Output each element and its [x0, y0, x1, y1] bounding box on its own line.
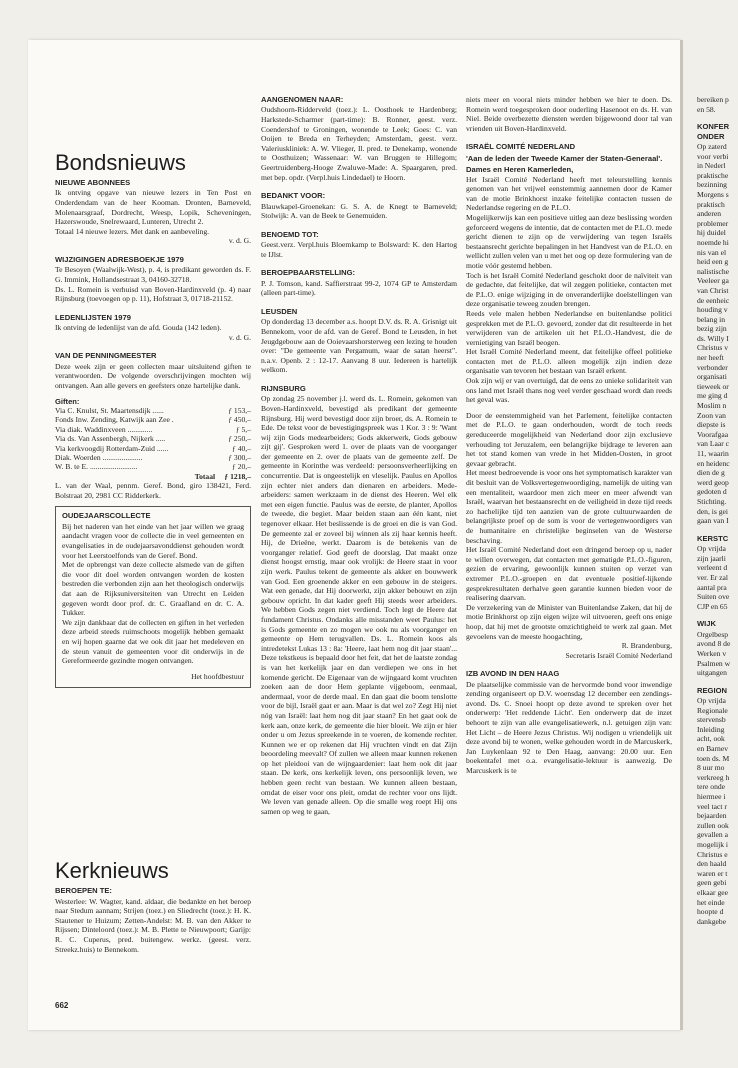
- box-signature: Het hoofdbestuur: [191, 671, 244, 681]
- clipped-line: gaan van I: [697, 516, 729, 526]
- clipped-line: en Barnev: [697, 744, 728, 754]
- clipped-line: Christus v: [697, 343, 729, 353]
- clipped-line: avond 8 de: [697, 639, 731, 649]
- bedankt-text: Blauwkapel-Groenekan: G. S. A. de Knegt te Barneveld; Stolwijk: A. van de Beek te Genemuiden.: [261, 201, 457, 221]
- leden-signature: v. d. G.: [228, 332, 251, 342]
- clipped-line: CJP en 65: [697, 601, 728, 611]
- clipped-line: Voorafgaa: [697, 429, 729, 439]
- leusden-text: Op donderdag 13 december a.s. hoopt D.V. ds. R. A. Grisnigt uit Bennekom, voor de afd. van de Geref. Bond te Leusden, in het Jeugdgebouw aan de Ooievaarshorsterweg een lezing te houden over: "De gemeente van Pergamum, waar de satan heerst". n.a.v. Openb. 2 : 12-17. Aanvang 8 uur. Iedereen is hartelijk welkom.: [261, 317, 458, 375]
- clipped-line: van Christ: [697, 285, 729, 295]
- clipped-line: Zoon van: [697, 410, 726, 420]
- bondsnieuws-title: Bondsnieuws: [55, 150, 186, 175]
- clipped-line: verkreeg h: [697, 772, 730, 782]
- penning-signature: L. van der Waal, pennm. Geref. Bond, giro 138421, Ferd. Bolstraat 20, 2981 CC Ridderkerk.: [55, 481, 251, 500]
- leusden-heading: LEUSDEN: [261, 306, 298, 316]
- clipped-line: Op zaterd: [697, 142, 727, 151]
- giften-table: [55, 406, 251, 481]
- clipped-line: bezinning: [697, 180, 727, 190]
- clipped-line: Morgens s: [697, 189, 729, 199]
- clipped-line: verbonder: [697, 362, 728, 372]
- israel-paragraph: Het Israël Comité Nederland doet een dringend beroep op u, nader te willen overwegen, dat contacten met gematigde P.L.O.-figuren, gezien de ervaring, gewoonlijk kunnen stuiten op verzet van extremer P.L.O.-groepen en dat eventuele positief-lijkende gesprekresultaten derhalve geen garantie kunnen bieden voor de realisering daarvan.: [466, 545, 672, 603]
- clipped-line: werd geop: [697, 477, 729, 487]
- clipped-line: gevallen a: [697, 830, 728, 840]
- leden-text: Ik ontving de ledenlijst van de afd. Gouda (142 leden).: [55, 323, 222, 333]
- clipped-line: waren er t: [697, 868, 728, 878]
- column-3: [466, 95, 672, 1010]
- gift-row: [55, 444, 251, 453]
- kerst-lines: [697, 544, 738, 611]
- clipped-line: acht, ook: [697, 734, 725, 744]
- israel-paragraph: Reeds vele malen hebben Nederlandse en buitenlandse politici gesprekken met de P.L.O. gevoerd, zonder dat dit resulteerde in het verwijderen van de artikelen uit het P.L.O.-Handvest, die de vernietiging van Israël beogen.: [466, 308, 672, 347]
- gift-total-label: Totaal: [194, 471, 216, 481]
- israel-heading: ISRAËL COMITÉ NEDERLAND: [466, 142, 576, 152]
- clipped-line: Orgelbesp: [697, 629, 729, 639]
- gift-amount: ƒ 300,–: [228, 452, 251, 462]
- israel-paragraph: Het meest bedroevende is voor ons het symptomatisch karakter van dit besluit van de Volksvertegenwoordiging, namelijk de uiting van een mentaliteit, waardoor men zich meer en meer afwendt van Israël, waarvan het bestaansrecht en de veiligheid in deze tijd reeds zo hachelijke tijd ten aanzien van de grote cultuurwaarden de belangrijkste proef op de som is voor de vertegenwoordigers van de humanitaire en christelijke beginselen van de Westerse beschaving.: [466, 468, 672, 545]
- israel-subheading-2: Dames en Heren Kamerleden,: [466, 165, 574, 175]
- clipped-line: veel tact r: [697, 801, 727, 811]
- regio-heading: REGION: [697, 685, 727, 695]
- clipped-line: elkaar gee: [697, 887, 728, 897]
- clipped-line: en 58.: [697, 104, 716, 114]
- israel-signature-name: R. Brandenburg,: [621, 641, 672, 651]
- clipped-line: heid een g: [697, 257, 729, 267]
- clipped-line: ds. Willy I: [697, 333, 729, 343]
- clipped-line: hoopte d: [697, 907, 724, 917]
- konfer-lines: [697, 142, 738, 526]
- clipped-line: praktisch: [697, 199, 725, 209]
- clipped-line: gedoten d: [697, 487, 727, 497]
- gift-amount: ƒ 40,–: [232, 443, 251, 453]
- aangenomen-heading: AANGENOMEN NAAR:: [261, 95, 344, 104]
- gift-amount: ƒ 20,–: [232, 462, 251, 472]
- clipped-line: aantal pra: [697, 582, 727, 592]
- clipped-line: zullen ook: [697, 820, 729, 830]
- clipped-line: Christus e: [697, 849, 728, 859]
- clipped-line: de eenheic: [697, 295, 730, 305]
- clipped-line: me ging d: [697, 391, 728, 401]
- clipped-line: toen ds. M: [697, 753, 730, 763]
- column-4-clipped: [697, 95, 738, 926]
- clipped-line: Stichting.: [697, 496, 727, 506]
- clipped-line: voor verbi: [697, 151, 729, 161]
- clipped-line: stervensb: [697, 715, 726, 725]
- israel-paragraph: Het Israël Comité Nederland heeft met teleurstelling kennis genomen van het vrijwel eenstemmig aannemen door de Kamer van de motie Brinkhorst inzake feitelijke contacten tussen de Nederlandse regering en de P.L.O.: [466, 174, 672, 213]
- abonnees-signature: v. d. G.: [228, 236, 251, 246]
- clipped-line: geen gebi: [697, 878, 727, 888]
- konfer-heading-line: KONFER: [697, 122, 730, 132]
- clipped-line: Werken v: [697, 648, 727, 658]
- oudejaarscollecte-box: [55, 506, 251, 688]
- gift-row: [55, 425, 251, 434]
- clipped-line: Inleiding: [697, 724, 725, 734]
- israel-paragraph: Het Israël Comité Nederland meent, dat feitelijke offeel politieke contacten met de P.L.O. alleen mogelijk zijn indien deze organisatie van tevoren het bestaan van Israël erkent.: [466, 347, 672, 376]
- beroepen-heading: BEROEPEN TE:: [55, 886, 112, 896]
- gift-label: Via C. Knulst, St. Maartensdijk ......: [55, 405, 164, 415]
- box-paragraph-1: Bij het naderen van het einde van het jaar willen we graag aandacht vragen voor de collecte die in veel gemeenten en evangelisaties in de oudejaarsavonddienst gehouden wordt voor het Leerstoelfonds van de Geref. Bond.: [62, 521, 244, 560]
- column-1: [55, 150, 251, 954]
- clipped-line: Op vrijda: [697, 544, 726, 554]
- clipped-line: houding v: [697, 305, 728, 315]
- konfer-heading-line: ONDER: [697, 131, 725, 141]
- clipped-line: belang in: [697, 314, 726, 324]
- beroepen-text: Westerlee: W. Wagter, kand. aldaar, die bedankte en het beroep naar Stedum aannam; Strijen (toez.) en Sliedrecht (toez.): H. K. Stautener te Huizum; Zetten-Andelst: M. B. van den Akker te Rijssen; Dinteloord (toez.): M. B. Plette te Nieuwpoort; Garijp: R. C. Cuperus, pred. buitengew. werkz. (geest. verz. Streekz.huis) te Bennekom.: [55, 896, 251, 954]
- adres-heading: WIJZIGINGEN ADRESBOEKJE 1979: [55, 254, 184, 264]
- gift-total-amount: ƒ 1218,–: [224, 471, 251, 481]
- aangenomen-text: Oudshoorn-Ridderveld (toez.): L. Oosthoek te Hardenberg; Harkstede-Scharmer (part-time): B. Ronner, geest. verz. Coendershof te Groningen, wonende te Leek; Goes: C. van Ooijen te Breda en Terheyden; Amsterdam, geest. verz. Valeriuskliniek: A. W. Vlieger, Il. pred. te Denekamp, wonende te Oosthuizen; Wassenaar: W. van Bruggen te Hillegom; Geertruidenberg-Hooge Zwaluwe-Made: A. Spaargaren, pred. met bep. opdr. (Verpl.huis Lindedael) te Hoorn.: [261, 105, 457, 182]
- leden-heading: LEDENLIJSTEN 1979: [55, 312, 131, 322]
- clipped-line: ver. Er zal: [697, 572, 728, 582]
- israel-paragraph: Ook zijn wij er van overtuigd, dat de eens zo unieke solidariteit van ons land met Israël thans nog veel verder geschaad wordt dan reeds het geval was.: [466, 376, 672, 405]
- gift-label: Via ds. Van Assenbergh, Nijkerk .....: [55, 434, 166, 444]
- beroepbaarstelling-heading: BEROEPBAARSTELLING:: [261, 268, 356, 278]
- benoemd-text: Geest.verz. Verpl.huis Bloemkamp te Bolsward: K. den Hartog te IJlst.: [261, 240, 457, 259]
- clipped-line: problemer: [697, 218, 729, 228]
- clipped-line: uitgangen: [697, 668, 727, 678]
- clipped-line: anderen: [697, 209, 722, 219]
- clipped-line: noemde hi: [697, 237, 729, 247]
- israel-paragraph: De verzekering van de Minister van Buitenlandse Zaken, dat hij de motie Brinkhorst op zijn eigen wijze wil uitvoeren, geeft ons enige hoop, dat hij met de grootste omzichtigheid te werk zal gaan. Met gevoelens van de meeste hoogachting,: [466, 602, 672, 641]
- konfer-heading: [697, 122, 738, 141]
- kerst-heading: KERSTC: [697, 533, 729, 543]
- clipped-line: tere onde: [697, 782, 726, 792]
- regio-lines: [697, 696, 738, 926]
- clipped-line: hiermee i: [697, 792, 726, 802]
- clipped-line: in Nederl: [697, 161, 726, 171]
- clipped-line: praktische: [697, 170, 729, 180]
- clipped-line: hij duidel: [697, 228, 726, 238]
- beroepbaarstelling-text: P. J. Tomson, kand. Saffierstraat 99-2, 1074 GP te Amsterdam (alleen part-time).: [261, 278, 457, 298]
- clipped-line: zijn jaarli: [697, 553, 726, 563]
- clipped-line: nalistische: [697, 266, 730, 276]
- clipped-line: verleent d: [697, 563, 728, 573]
- gift-amount: ƒ 153,–: [228, 405, 251, 415]
- rijnsburg-continued: niets meer en vooral niets minder hebben we hier te doen. Ds. Romein werd toegesproken door ouderling Hasenoot en ds. H. van Niel. Beide overbezette diensten werden bijgewoond door tal van vrienden uit Boven-Hardinxveld.: [466, 95, 672, 133]
- clipped-line: Regionale: [697, 705, 728, 715]
- gift-amount: ƒ 5,–: [235, 424, 251, 434]
- gift-row: [55, 453, 251, 462]
- izb-text: De plaatselijke commissie van de hervormde bond voor inwendige zending organiseert op D.V. woensdag 12 december een zendings-avond. Ds. C. Snoei hoopt op deze avond te spreken over het onderwerp: 'Het reddende Licht'. Een onderwerp dat de inzet behoort te zijn van alle evangelisatiewerk, n.l. getuigen zijn van: Het Licht – de Heere Jezus Christus. Wij nodigen u vriendelijk uit deze avond bij te wonen, welke gehouden wordt in de Marcuskerk, Jan Luykenlaan 92 te Den Haag, aanvang: 20.00 uur. Een boekentafel met o.a. evangelisatie-lektuur is aanwezig. De Marcuskerk is te: [466, 679, 672, 776]
- clipped-line: Psalmen w: [697, 658, 731, 668]
- gift-label: Via kerkvoogdij Rotterdam-Zuid ......: [55, 443, 169, 453]
- gift-amount: ƒ 450,–: [228, 415, 251, 425]
- wijk-heading: WIJK: [697, 619, 716, 629]
- abonnees-total: Totaal 14 nieuwe lezers. Met dank en aanbeveling.: [55, 226, 210, 236]
- gift-row: [55, 415, 251, 424]
- clipped-line: nis van el: [697, 247, 727, 257]
- clipped-line: mogelijk i: [697, 840, 729, 849]
- clipped-line: Veeleer ga: [697, 276, 729, 286]
- gift-label: W. B. te E. .........................: [55, 462, 138, 472]
- clipped-line: bejaarden: [697, 811, 727, 821]
- clipped-line: 11, waarin: [697, 449, 729, 458]
- gift-label: Diak. Woerden .....................: [55, 452, 143, 462]
- clipped-line: den, is gei: [697, 506, 729, 516]
- gift-row: [55, 434, 251, 443]
- clipped-line: het einde: [697, 897, 725, 907]
- page-number: 662: [55, 1001, 69, 1010]
- clipped-line: 8 uur mo: [697, 763, 725, 773]
- izb-heading: IZB AVOND IN DEN HAAG: [466, 669, 560, 679]
- page-gutter: [680, 40, 683, 1030]
- gift-total-row: [55, 472, 251, 481]
- israel-paragraph: Toch is het Israël Comité Nederland geschokt door de naïviteit van de gedachte, dat feitelijke, dat wil zeggen politieke, contacten met de P.L.O. enige wijziging in de onveranderlijke doelstellingen van deze organisatie teweeg zouden brengen.: [466, 270, 672, 309]
- clipped-line: en heidenc: [697, 458, 730, 468]
- clipped-line: dien de g: [697, 468, 725, 478]
- clipped-line: bezig zijn: [697, 324, 727, 334]
- rijnsburg-text: Op zondag 25 november j.l. werd ds. L. Romein, gekomen van Boven-Hardinxveld, bevestigd als predikant der gemeente Rijnsburg. Hij werd bevestigd door zijn broer, ds. A. Romein te Ede. De tekst voor de bevestigingspreek was 1 Kor. 3 : 9: 'Want wij zijn Gods medearbeiders; Gods akkerwerk, Gods gebouw zijt gij'. Gesproken werd 1. over de plaats van de voorganger der gemeente en 2. over de plaats van de gemeente zelf. De gemeente in Korinthe was verdeeld: persoonsverheerlijking en concurrentie. Dat is ongeestelijk en vleselijk. Paulus en Apollos zijn echter niet anders dan dienaren en arbeiders. Mede-arbeiders: samen werkzaam in de dienst des Heeren. Wel elk met een eigen functie. Paulus was de eerste, de planter, Apollos de tweede, die begiet. Maar beiden staan aan één kant, niet tegenover elkaar. Het beslissende is de groei en die is van God. De gemeente zal er zoveel bij winnen als zij haar kennis heeft. Hij, de Drieëne, werkt. Daarom is de betekenis van de voorganger relatief. God geeft de doorslag. Dat maakt onze dienst hoogst ernstig, maar ook vrolijk: de Heere staat in voor zijn werk. Paulus tekent de gemeente als akker en bouwwerk van God. Een groenende akker en een gebouw in de steigers. Wat een genade, dat Hij doorwerkt, zijn akker bebouwt en zijn gebouw opricht. In dat kader geeft Hij steeds weer arbeiders. We hebben Gods zegen niet verdiend. Toch legt de Heere dat fundament Christus. Ondanks alle misstanden weet Paulus: het is Gods gemeente en zo mogen we ook nu als voorganger en gemeente op Hem terugvallen. Ds. L. Romein koos als intredetekst Lukas 13 : 8a: 'Heere, laat hem nog dit jaar staan'... Deze tekstkeus is bepaald door het feit, dat het de laatste zondag is van het kerkelijk jaar en dan verdiepen we ons in het komende gericht. De Eigenaar van de wijngaard komt vruchten zoeken aan de door Hem geplante vijgeboom, eenmaal, andermaal, voor de derde maal. En dan gaat die boom tenslotte voor de bijl, Israël gaat er aan. Maar is dat wel zo? Zegt Hij niet nóg van Israël: laat hem nog dit jaar staan? En het gaat ook de kerk aan, onze kerk, de gemeente die hier bloeit. We zijn er hier onder u om Jezus spreekende in te voeren, de komende rechter. Kunnen we er op rekenen dat Hij vruchten vindt en dat Zijn beoordeling meevalt? Of zullen we alleen maar kunnen rekenen op het pleidooi van de wijngaardenier: laat hem ook dit jaar staan. De kerk, ons kerkelijk leven, ons persoonlijk leven, we hebben geen recht van bestaan. We kunnen alleen bestaan, omdat de eiser voor ons pleit, omdat de rechter voor ons lijdt. We leven van genade alleen. Op die smalle weg roept Hij ons samen op weg te gaan,: [261, 394, 457, 816]
- clipped-line: diepste is: [697, 420, 726, 430]
- rijnsburg-heading: RIJNSBURG: [261, 383, 306, 393]
- clipped-line: dankgebe: [697, 916, 727, 926]
- adres-paragraph-2: Ds. L. Romein is verhuisd van Boven-Hardinxveld (p. 4) naar Rijnsburg (toevoegen op p. 11), Hofstraat 3, 01718-21152.: [55, 284, 251, 304]
- box-heading: OUDEJAARSCOLLECTE: [62, 511, 151, 521]
- column-4-top-lines: [697, 95, 738, 114]
- abonnees-text: Ik ontving opgave van nieuwe lezers in Ten Post en Onderdendam van de heer Kooman. Dronten, Barneveld, Molenaarsgraaf, Dordrecht, Weesp, Lopik, Scheveningen, Hazerswoude, Snelrewaard, Lunteren, Utrecht 2.: [55, 188, 251, 227]
- adres-paragraph-1: Te Besoyen (Waalwijk-West), p. 4, is predikant geworden ds. F. G. Immink, Hollandsestraat 3, 04160-32718.: [55, 265, 251, 284]
- clipped-line: bereiken p: [697, 95, 729, 104]
- clipped-line: organisati: [697, 372, 727, 382]
- penning-heading: VAN DE PENNINGMEESTER: [55, 351, 157, 361]
- clipped-line: den haald: [697, 859, 727, 869]
- box-paragraph-2: Met de opbrengst van deze collecte alsmede van de giften die voor dit doel worden ontvangen worden de kosten bestreden die verbonden zijn aan het theologisch onderwijs dat aan de Rijksuniversiteiten van Utrecht en Leiden gegeven wordt door prof. dr. C. Graafland en dr. C. A. Tukker.: [62, 560, 244, 618]
- benoemd-heading: BENOEMD TOT:: [261, 229, 319, 239]
- clipped-line: van Laar c: [697, 439, 730, 449]
- clipped-line: tieweek or: [697, 381, 729, 391]
- israel-paragraph: Door de eenstemmigheid van het Parlement, feitelijke contacten met de P.L.O. te gaan onderhouden, wordt de toch reeds gereduceerde mogelijkheid van Nederland door zijn exclusieve verhouding tot Jeruzalem, een belangrijke bijdrage te leveren aan het tot stand komen van vrede in het Midden-Oosten, in groot gevaar gebracht.: [466, 410, 672, 468]
- bedankt-heading: BEDANKT VOOR:: [261, 191, 326, 201]
- clipped-line: Moslim n: [697, 401, 727, 411]
- box-paragraph-3: We zijn dankbaar dat de collecten en giften in het verleden deze arbeid steeds ruimschoots mogelijk hebben gemaakt en wij hopen gaarne dat we ook dit jaar het medeleven en de steun vanuit de gemeenten voor dit onderwijs in de Gereformeerde gezindte mogen ontvangen.: [62, 617, 244, 666]
- gift-row: [55, 406, 251, 415]
- clipped-line: Op vrijda: [697, 696, 726, 706]
- abonnees-heading: NIEUWE ABONNEES: [55, 178, 131, 187]
- gift-label: Fonds Inw. Zending, Katwijk aan Zee .: [55, 415, 174, 425]
- gift-amount: ƒ 250,–: [228, 434, 251, 444]
- column-2: [261, 95, 457, 1010]
- israel-subheading-1: 'Aan de leden der Tweede Kamer der Staten-Generaal'.: [466, 153, 663, 163]
- gift-label: Via diak. Waddinxveen .............: [55, 424, 153, 434]
- penning-text: Deze week zijn er geen collecten maar uitsluitend giften te verantwoorden. De volgende overschrijvingen mochten wij ontvangen. Aan alle gevers en geefsters onze hartelijke dank.: [55, 361, 251, 390]
- wijk-lines: [697, 630, 738, 678]
- clipped-line: ner heeft: [697, 353, 724, 363]
- kerknieuws-title: Kerknieuws: [55, 858, 169, 884]
- clipped-line: Suiten ove: [697, 592, 730, 602]
- giften-heading: Giften:: [55, 396, 80, 406]
- israel-paragraph: Mogelijkerwijs kan een positieve uitleg aan deze beslissing worden geforceerd wegens de intentie, dat de contacten met de P.L.O. mede gericht dienen te zijn op de verwijdering van tegen Israëls bestaansrecht gerichte bepalingen in het Handvest van de P.L.O. en wellicht zullen velen van u met het oog op deze formulering van de motie vóór gestemd hebben.: [466, 212, 672, 270]
- israel-signature-title: Secretaris Israël Comité Nederland: [565, 650, 672, 660]
- gift-row: [55, 462, 251, 471]
